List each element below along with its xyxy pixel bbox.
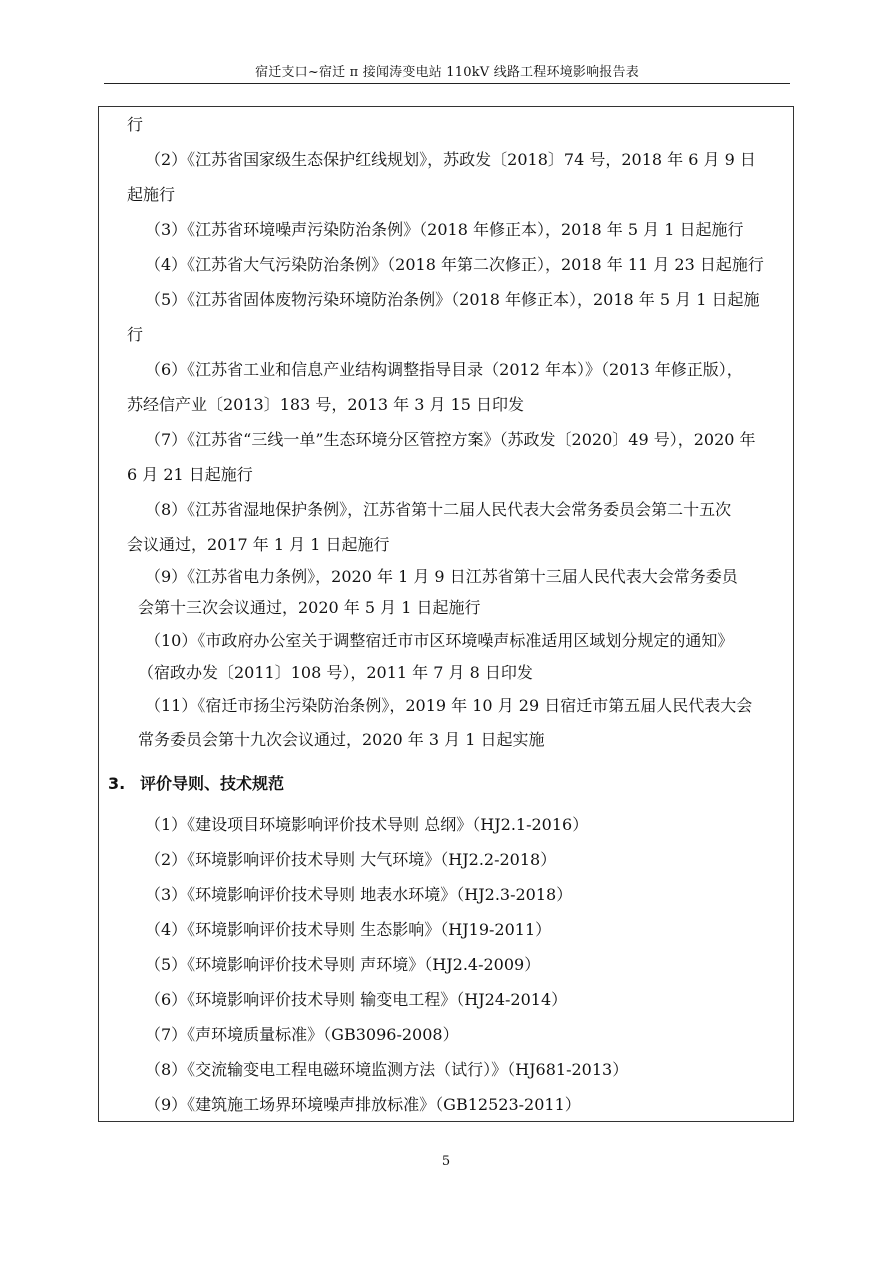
- standard-item: （4）《环境影响评价技术导则 生态影响》（HJ19-2011）: [145, 920, 552, 939]
- regulation-line: 起施行: [127, 185, 176, 204]
- regulation-line: 苏经信产业〔2013〕183 号，2013 年 3 月 15 日印发: [127, 395, 525, 414]
- section-number: 3.: [108, 774, 126, 793]
- standard-item: （6）《环境影响评价技术导则 输变电工程》（HJ24-2014）: [145, 990, 568, 1009]
- page-header: 宿迁支口~宿迁 π 接闻涛变电站 110kV 线路工程环境影响报告表: [255, 65, 639, 80]
- regulation-line: （9）《江苏省电力条例》，2020 年 1 月 9 日江苏省第十三届人民代表大会常务委员: [145, 567, 738, 586]
- standard-item: （1）《建设项目环境影响评价技术导则 总纲》（HJ2.1-2016）: [145, 815, 589, 834]
- regulation-line: 会议通过，2017 年 1 月 1 日起施行: [127, 535, 390, 554]
- regulation-line: 6 月 21 日起施行: [127, 465, 253, 484]
- regulation-line: 行: [127, 115, 144, 134]
- regulation-line: （宿政办发〔2011〕108 号），2011 年 7 月 8 日印发: [138, 663, 533, 682]
- section-heading: [108, 773, 284, 795]
- regulation-line: （10）《市政府办公室关于调整宿迁市市区环境噪声标准适用区域划分规定的通知》: [145, 631, 734, 650]
- standard-item: （8）《交流输变电工程电磁环境监测方法（试行）》（HJ681-2013）: [145, 1060, 629, 1079]
- regulation-line: 常务委员会第十九次会议通过，2020 年 3 月 1 日起实施: [138, 730, 545, 749]
- standard-item: （2）《环境影响评价技术导则 大气环境》（HJ2.2-2018）: [145, 850, 557, 869]
- regulation-line: （5）《江苏省固体废物污染环境防治条例》（2018 年修正本），2018 年 5 月 1 日起施: [145, 290, 760, 309]
- regulation-line: （6）《江苏省工业和信息产业结构调整指导目录（2012 年本）》（2013 年修正版），: [145, 360, 743, 379]
- regulation-line: 会第十三次会议通过，2020 年 5 月 1 日起施行: [138, 598, 481, 617]
- standard-item: （5）《环境影响评价技术导则 声环境》（HJ2.4-2009）: [145, 955, 541, 974]
- regulation-line: （11）《宿迁市扬尘污染防治条例》，2019 年 10 月 29 日宿迁市第五届人民代表大会: [145, 696, 753, 715]
- regulation-line: （8）《江苏省湿地保护条例》，江苏省第十二届人民代表大会常务委员会第二十五次: [145, 500, 732, 519]
- regulation-line: （7）《江苏省“三线一单”生态环境分区管控方案》（苏政发〔2020〕49 号），2020 年: [145, 430, 756, 449]
- standard-item: （7）《声环境质量标准》（GB3096-2008）: [145, 1025, 459, 1044]
- standard-item: （9）《建筑施工场界环境噪声排放标准》（GB12523-2011）: [145, 1095, 581, 1114]
- regulation-line: 行: [127, 325, 144, 344]
- regulation-line: （2）《江苏省国家级生态保护红线规划》，苏政发〔2018〕74 号，2018 年 6 月 9 日: [145, 150, 756, 169]
- regulation-line: （4）《江苏省大气污染防治条例》（2018 年第二次修正），2018 年 11 月 23 日起施行: [145, 255, 764, 274]
- header-rule: [104, 83, 790, 84]
- section-title: 评价导则、技术规范: [140, 774, 285, 793]
- page-number: 5: [441, 1154, 451, 1169]
- regulation-line: （3）《江苏省环境噪声污染防治条例》（2018 年修正本），2018 年 5 月 1 日起施行: [145, 220, 744, 239]
- standard-item: （3）《环境影响评价技术导则 地表水环境》（HJ2.3-2018）: [145, 885, 573, 904]
